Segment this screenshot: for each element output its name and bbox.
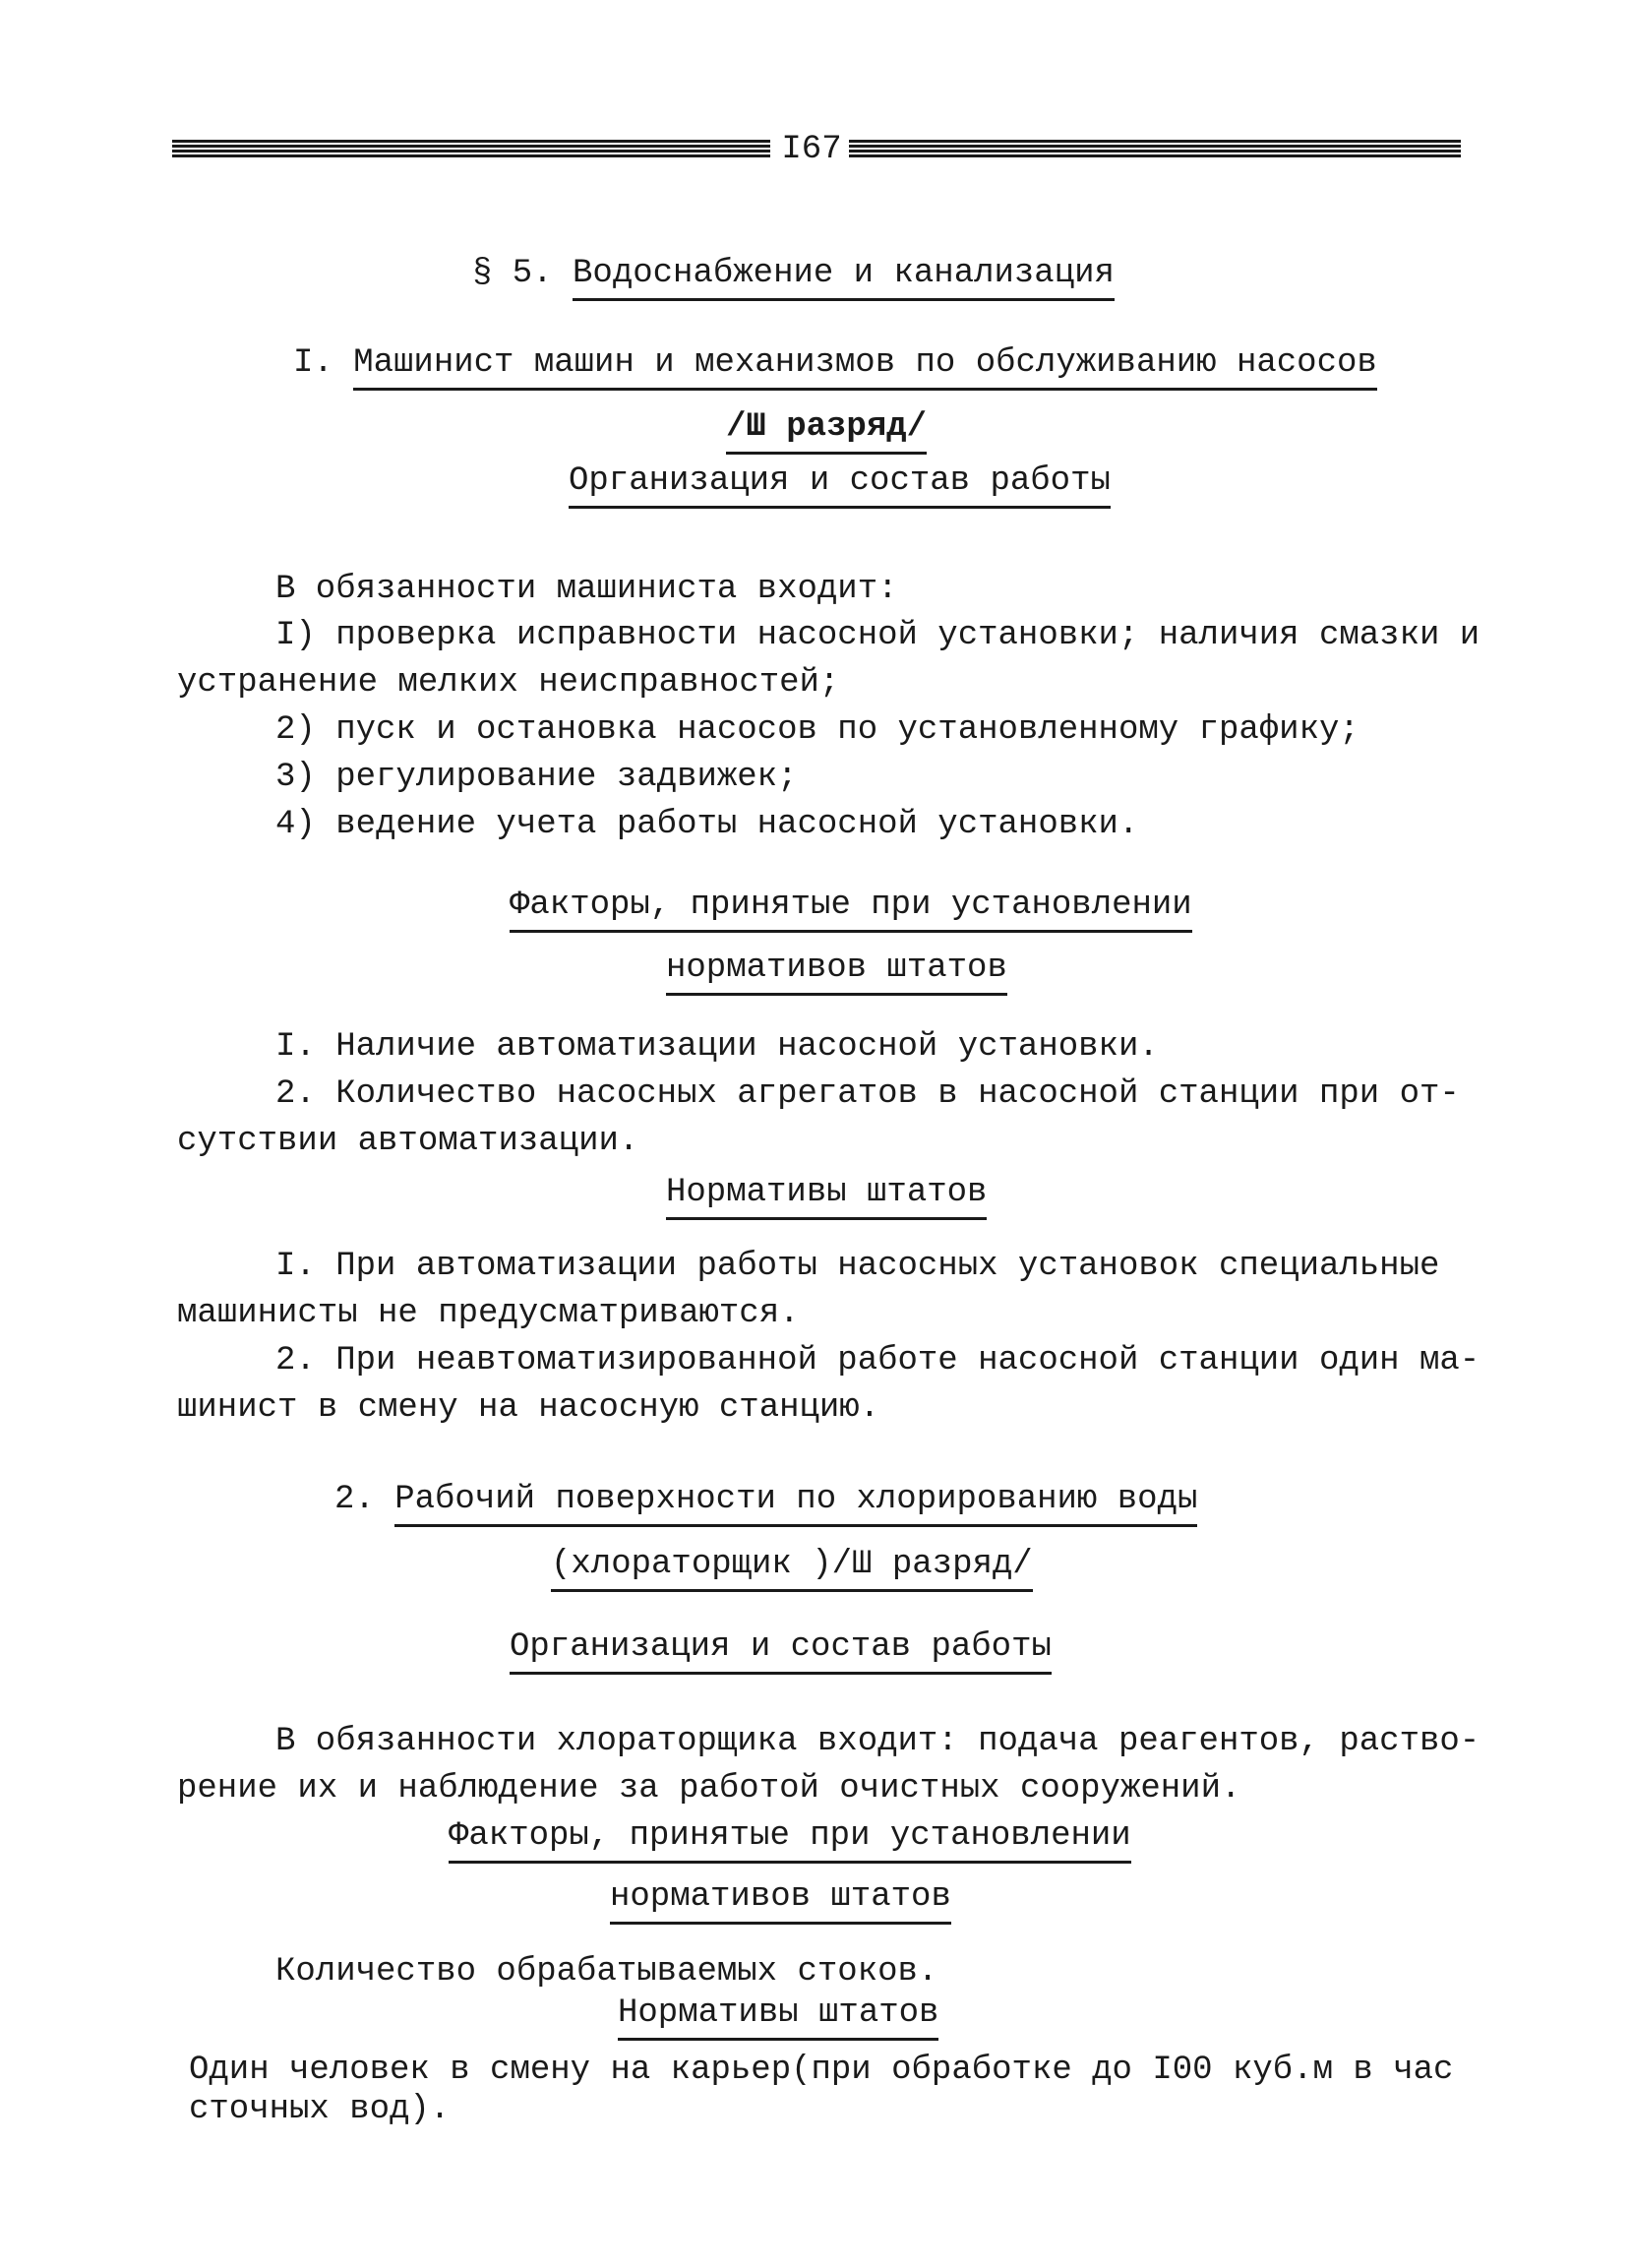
job2-subtitle-text: (хлораторщик )/Ш разряд/ bbox=[551, 1546, 1033, 1592]
job2-factors-heading-1-text: Факторы, принятые при установлении bbox=[449, 1817, 1131, 1864]
section-title: Водоснабжение и канализация bbox=[573, 255, 1115, 301]
job1-factor-2: 2. Количество насосных агрегатов в насосной станции при от- bbox=[275, 1075, 1460, 1113]
job2-number: 2. bbox=[334, 1481, 375, 1518]
job1-factor-1: I. Наличие автоматизации насосной установки. bbox=[275, 1028, 1159, 1066]
job2-title: Рабочий поверхности по хлорированию воды bbox=[394, 1481, 1197, 1527]
job1-heading bbox=[293, 339, 1377, 387]
job2-norm-1-cont: сточных вод). bbox=[189, 2091, 451, 2128]
job2-factors-heading-1 bbox=[449, 1812, 1131, 1860]
job1-norm-2: 2. При неавтоматизированной работе насосной станции один ма- bbox=[275, 1342, 1480, 1379]
job1-number: I. bbox=[293, 344, 333, 382]
job2-heading bbox=[334, 1476, 1197, 1523]
page-header bbox=[172, 126, 1461, 175]
job1-factor-2-cont: сутствии автоматизации. bbox=[177, 1123, 639, 1160]
job1-factors-heading-1 bbox=[510, 882, 1192, 929]
section-mark: § 5. bbox=[472, 255, 553, 292]
job1-norm-1-cont: машинисты не предусматриваются. bbox=[177, 1295, 800, 1332]
job2-norms-heading bbox=[618, 1990, 938, 2037]
job1-norm-1: I. При автоматизации работы насосных установок специальные bbox=[275, 1248, 1440, 1285]
job1-title: Машинист машин и механизмов по обслуживанию насосов bbox=[353, 344, 1377, 391]
job1-factors-heading-2 bbox=[666, 945, 1007, 992]
job1-grade-text: /Ш разряд/ bbox=[726, 408, 927, 455]
job1-norms-heading-text: Нормативы штатов bbox=[666, 1174, 987, 1220]
job2-org-heading-text: Организация и состав работы bbox=[510, 1628, 1052, 1675]
job1-factors-heading-2-text: нормативов штатов bbox=[666, 950, 1007, 996]
job2-duty-1: В обязанности хлораторщика входит: подача реагентов, раство- bbox=[275, 1723, 1480, 1760]
job1-duty-3: 3) регулирование задвижек; bbox=[275, 759, 798, 796]
job2-norms-heading-text: Нормативы штатов bbox=[618, 1994, 938, 2041]
job2-org-heading bbox=[510, 1624, 1052, 1671]
job2-factor-1: Количество обрабатываемых стоков. bbox=[275, 1953, 938, 1991]
job2-factors-heading-2-text: нормативов штатов bbox=[610, 1878, 951, 1925]
job1-norm-2-cont: шинист в смену на насосную станцию. bbox=[177, 1389, 880, 1427]
job1-grade bbox=[726, 403, 927, 451]
job2-factors-heading-2 bbox=[610, 1873, 951, 1921]
job2-norm-1: Один человек в смену на карьер(при обработке до I00 куб.м в час bbox=[189, 2052, 1454, 2089]
job1-duty-4: 4) ведение учета работы насосной установки. bbox=[275, 806, 1139, 843]
job1-factors-heading-1-text: Факторы, принятые при установлении bbox=[510, 887, 1192, 933]
page-number: I67 bbox=[781, 131, 842, 168]
job1-duty-1: I) проверка исправности насосной установки; наличия смазки и bbox=[275, 617, 1480, 654]
job1-norms-heading bbox=[666, 1169, 987, 1216]
job2-subtitle bbox=[551, 1541, 1033, 1588]
section-heading bbox=[472, 250, 1115, 297]
job2-duty-1-cont: рение их и наблюдение за работой очистных сооружений. bbox=[177, 1770, 1241, 1808]
job1-org-heading-text: Организация и состав работы bbox=[569, 462, 1111, 509]
job1-duty-1-cont: устранение мелких неисправностей; bbox=[177, 664, 840, 702]
job1-duty-2: 2) пуск и остановка насосов по установленному графику; bbox=[275, 711, 1359, 749]
header-rule-right bbox=[849, 140, 1461, 157]
header-rule-left bbox=[172, 140, 770, 157]
job1-org-heading bbox=[569, 458, 1111, 505]
job1-duties-intro: В обязанности машиниста входит: bbox=[275, 571, 898, 608]
